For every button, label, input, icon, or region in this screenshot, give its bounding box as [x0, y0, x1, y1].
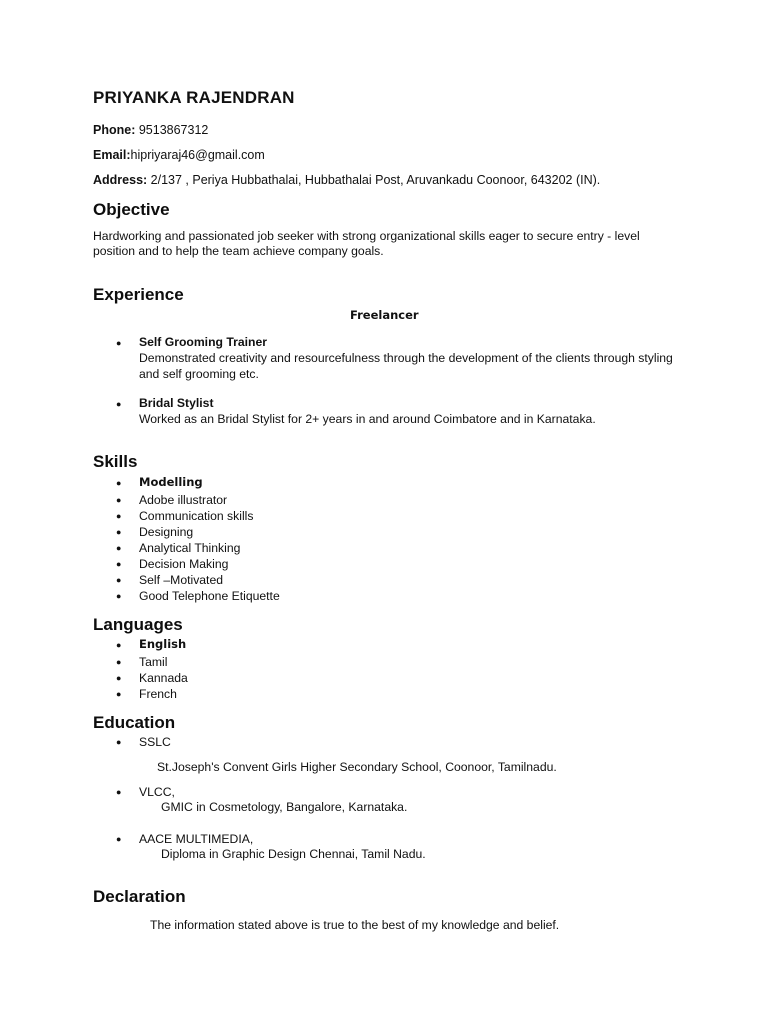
language-item: English — [139, 637, 187, 651]
language-item: Kannada — [139, 671, 188, 685]
bullet-icon: ● — [116, 689, 122, 699]
skills-heading: Skills — [93, 452, 138, 471]
education-item-detail: St.Joseph's Convent Girls Higher Secondary School, Coonoor, Tamilnadu. — [157, 760, 557, 774]
email-line — [93, 148, 265, 162]
bullet-icon: ● — [116, 495, 122, 505]
bullet-icon: ● — [116, 543, 122, 553]
bullet-icon: ● — [116, 657, 122, 667]
language-item: Tamil — [139, 655, 168, 669]
address-line — [93, 173, 600, 187]
bullet-icon: ● — [116, 559, 122, 569]
education-item-detail: Diploma in Graphic Design Chennai, Tamil Nadu. — [161, 847, 426, 861]
skill-item: Self –Motivated — [139, 573, 224, 587]
bullet-icon: ● — [116, 673, 122, 683]
objective-text: Hardworking and passionated job seeker with strong organizational skills eager to secure entry - level position and to help the team achieve company goals. — [93, 229, 640, 258]
experience-item-title: Self Grooming Trainer — [139, 335, 267, 349]
declaration-text: The information stated above is true to the best of my knowledge and belief. — [150, 918, 560, 932]
education-item-title: SSLC — [139, 735, 171, 749]
experience-item-description: Worked as an Bridal Stylist for 2+ years in and around Coimbatore and in Karnataka. — [139, 412, 596, 426]
skill-item: Decision Making — [139, 557, 229, 571]
experience-item-description: Demonstrated creativity and resourcefulness through the development of the clients through styling and self grooming etc. — [139, 351, 673, 381]
education-item-title: AACE MULTIMEDIA, — [139, 832, 254, 846]
objective-heading: Objective — [93, 200, 170, 219]
experience-heading: Experience — [93, 285, 184, 304]
email-label: Email: — [93, 148, 131, 162]
address-value: 2/137 , Periya Hubbathalai, Hubbathalai Post, Aruvankadu Coonoor, 643202 (IN). — [147, 173, 601, 187]
skill-item: Modelling — [139, 475, 203, 489]
bullet-icon: ● — [116, 511, 122, 521]
education-item-detail: GMIC in Cosmetology, Bangalore, Karnataka. — [161, 800, 408, 814]
skill-item: Communication skills — [139, 509, 254, 523]
skill-item: Designing — [139, 525, 194, 539]
bullet-icon: ● — [116, 834, 122, 844]
experience-item-title: Bridal Stylist — [139, 396, 214, 410]
languages-heading: Languages — [93, 615, 183, 634]
language-item: French — [139, 687, 177, 701]
bullet-icon: ● — [116, 478, 122, 488]
education-heading: Education — [93, 713, 176, 732]
bullet-icon: ● — [116, 787, 122, 797]
education-item-title: VLCC, — [139, 785, 175, 799]
phone-label: Phone: — [93, 123, 136, 137]
bullet-icon: ● — [116, 591, 122, 601]
declaration-heading: Declaration — [93, 887, 186, 906]
bullet-icon: ● — [116, 399, 122, 409]
bullet-icon: ● — [116, 527, 122, 537]
phone-line — [93, 123, 208, 137]
address-label: Address: — [93, 173, 148, 187]
bullet-icon: ● — [116, 338, 122, 348]
skill-item: Adobe illustrator — [139, 493, 228, 507]
bullet-icon: ● — [116, 575, 122, 585]
experience-employer: Freelancer — [350, 308, 419, 322]
skill-item: Good Telephone Etiquette — [139, 589, 280, 603]
bullet-icon: ● — [116, 640, 122, 650]
candidate-name: PRIYANKA RAJENDRAN — [93, 88, 295, 107]
skill-item: Analytical Thinking — [139, 541, 241, 555]
email-value: hipriyaraj46@gmail.com — [130, 148, 265, 162]
phone-value: 9513867312 — [135, 123, 209, 137]
bullet-icon: ● — [116, 737, 122, 747]
